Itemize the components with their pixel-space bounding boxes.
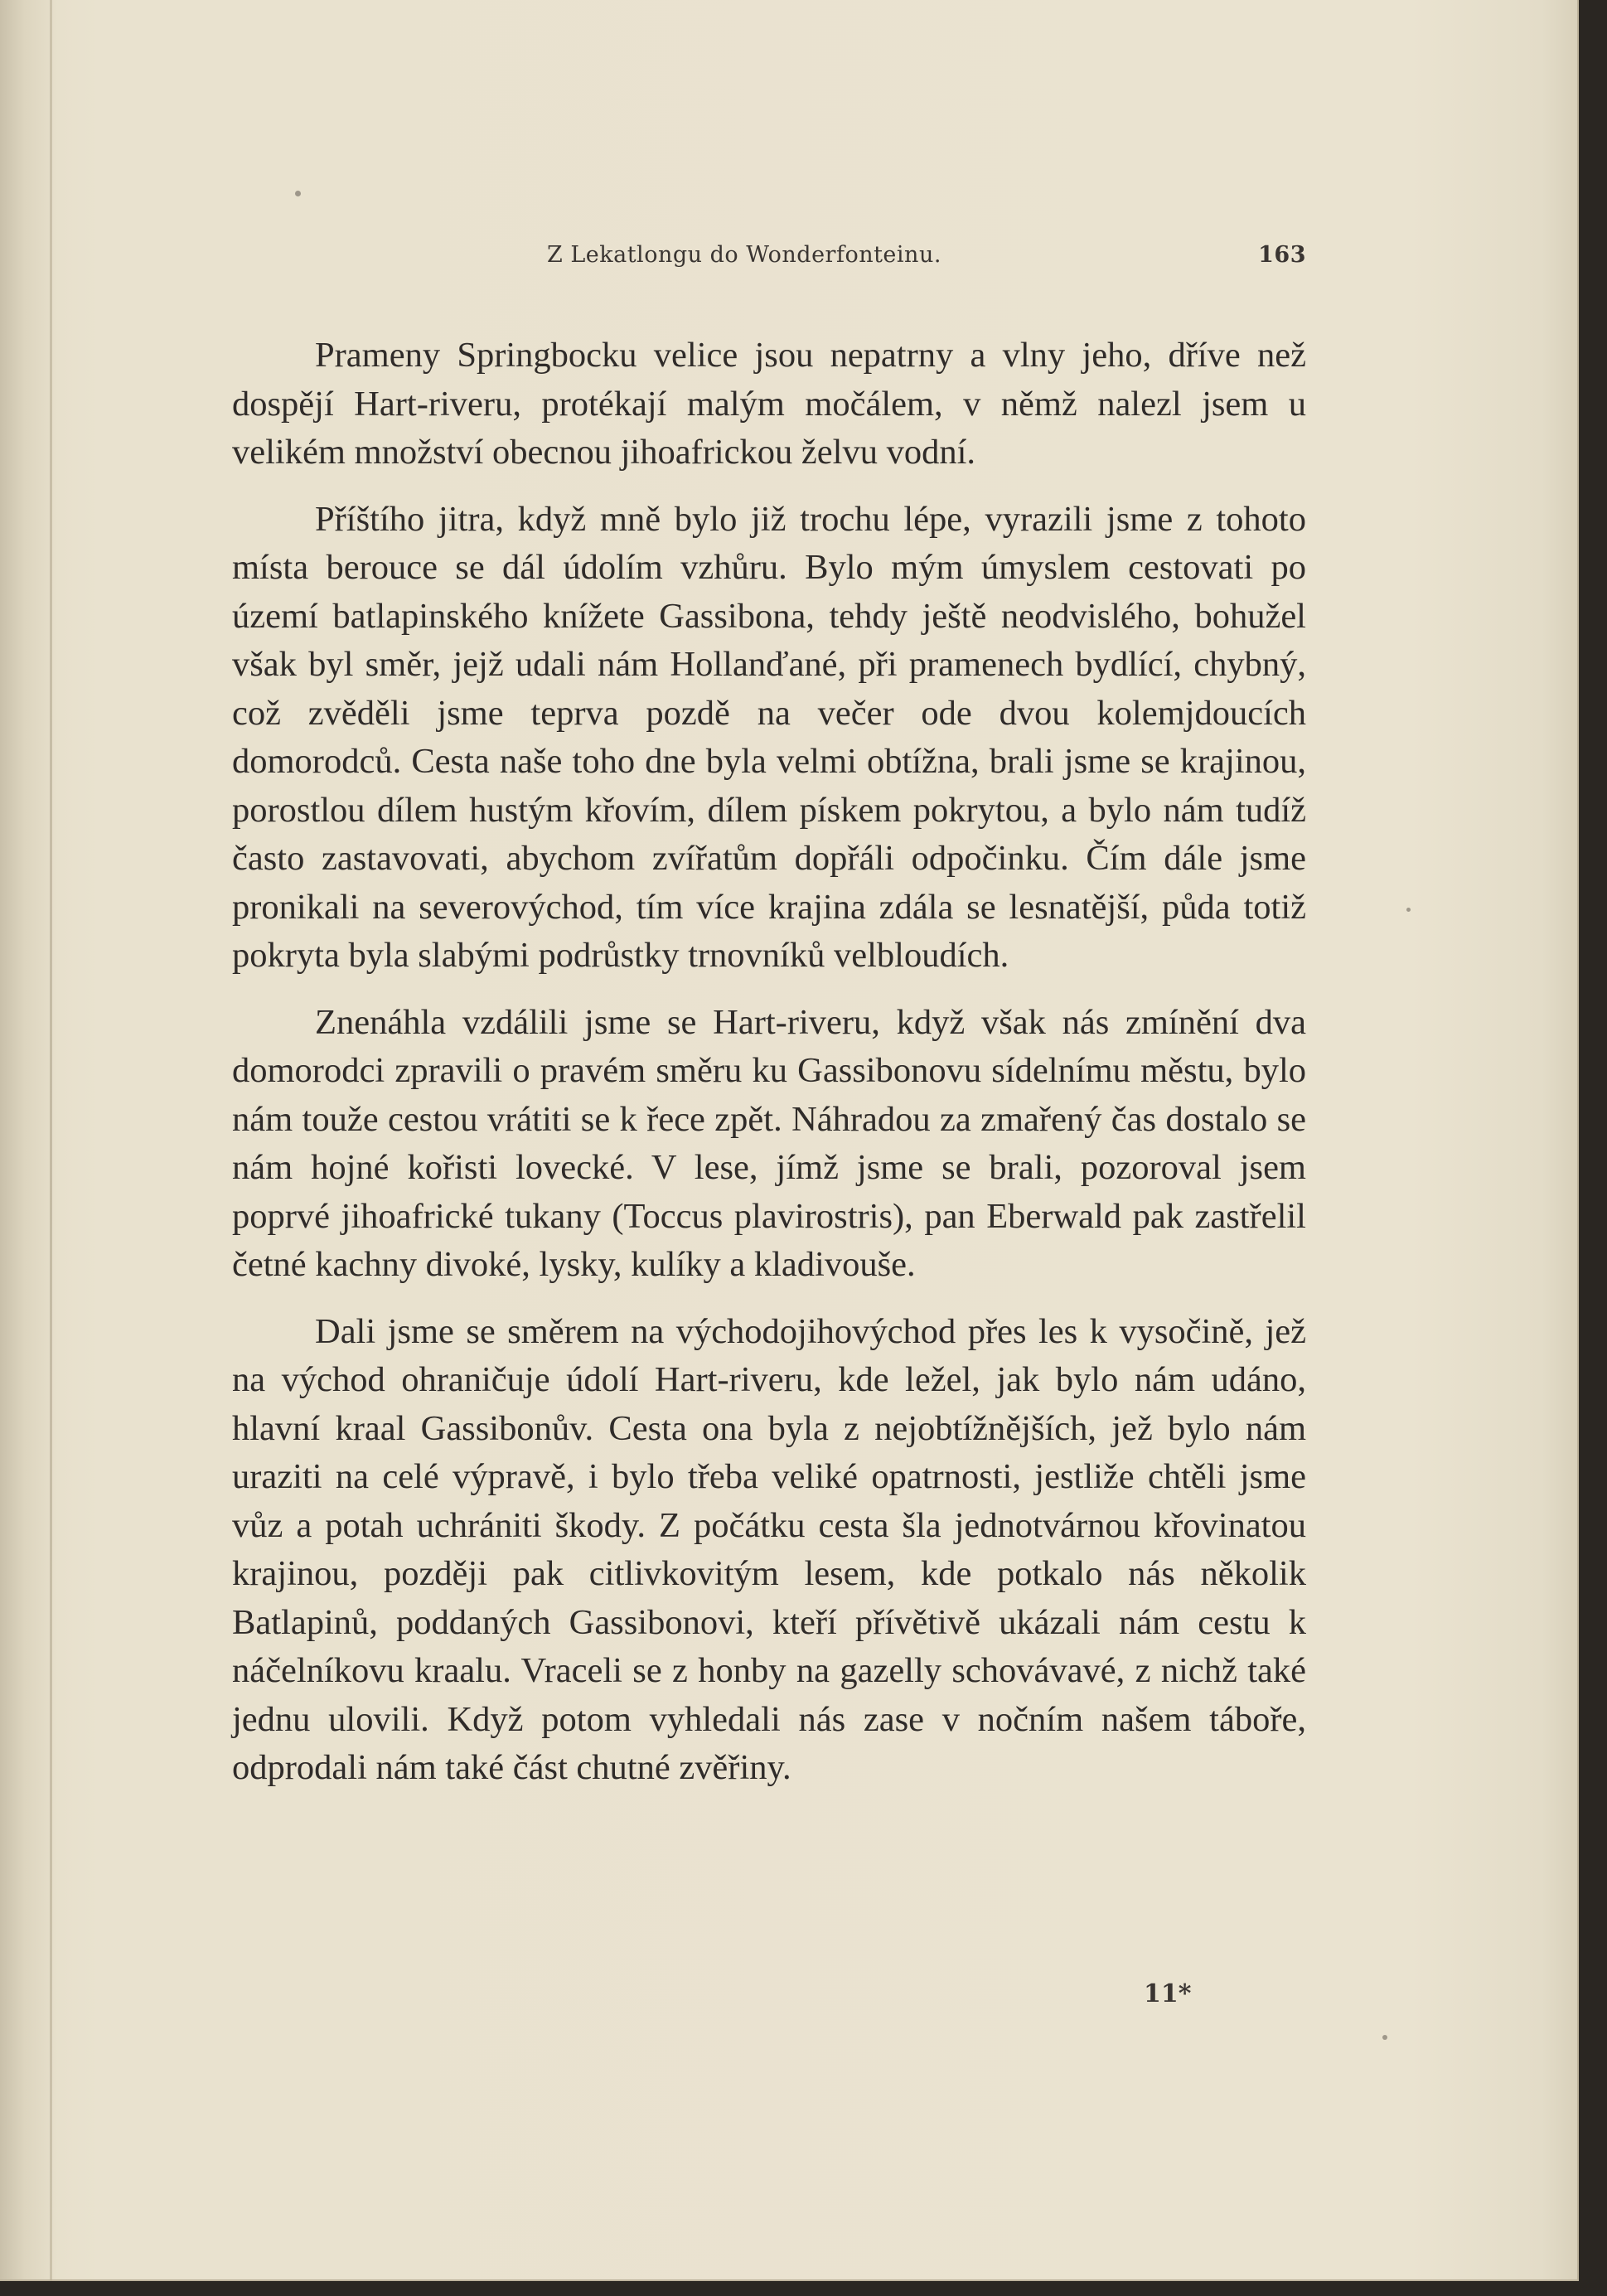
- paper-speck: [295, 191, 301, 196]
- paragraph: Dali jsme se směrem na východojihovýchod přes les k vysočině, jež na východ ohraničuje údolí Hart-riveru, kde ležel, jak bylo nám udáno, hlavní kraal Gassibonův. Cesta ona byla z nejobtížnějších, jež bylo nám uraziti na celé výpravě, i bylo třeba veliké opatrnosti, jestliže chtěli jsme vůz a potah uchrániti škody. Z počátku cesta šla jednotvárnou křovinatou krajinou, později pak citlivkovitým lesem, kde potkalo nás několik Batlapinů, poddaných Gassibonovi, kteří přívětivě ukázali nám cestu k náčelníkovu kraalu. Vraceli se z honby na gazelly schovávavé, z nichž také jednu ulovili. Když potom vyhledali nás zase v nočním našem táboře, odprodali nám také část chutné zvěřiny.: [232, 1311, 1306, 1787]
- body-text: [232, 332, 1306, 1811]
- header-title: Z Lekatlongu do Wonderfonteinu.: [547, 242, 941, 268]
- paper-speck: [1382, 2035, 1387, 2040]
- page-number: 163: [1258, 242, 1306, 268]
- paragraph: Příštího jitra, když mně bylo již trochu lépe, vyrazili jsme z tohoto místa berouce se dál údolím vzhůru. Bylo mým úmyslem cestovati po území batlapinského knížete Gassibona, tehdy ještě neodvislého, bohužel však byl směr, jejž udali nám Hollanďané, při pramenech bydlící, chybný, což zvěděli jsme teprva pozdě na večer ode dvou kolemjdoucích domorodců. Cesta naše toho dne byla velmi obtížna, brali jsme se krajinou, porostlou dílem hustým křovím, dílem pískem pokrytou, a bylo nám tudíž často zastavovati, abychom zvířatům dopřáli odpočinku. Čím dále jsme pronikali na severovýchod, tím více krajina zdála se lesnatější, půda totiž pokryta byla slabými podrůstky trnovníků velbloudích.: [232, 499, 1306, 975]
- paragraph: Znenáhla vzdálili jsme se Hart-riveru, když však nás zmínění dva domorodci zpravili o pravém směru ku Gassibonovu sídelnímu městu, bylo nám touže cestou vrátiti se k řece zpět. Náhradou za zmařený čas dostalo se nám hojné kořisti lovecké. V lese, jímž jsme se brali, pozoroval jsem poprvé jihoafrické tukany (Toccus plavirostris), pan Eberwald pak zastřelil četné kachny divoké, lysky, kulíky a kladivouše.: [232, 1002, 1306, 1284]
- running-header: [547, 242, 1306, 275]
- signature-mark: 11*: [1144, 1979, 1192, 2008]
- binding-gutter: [50, 0, 52, 2281]
- paper-speck: [1406, 908, 1411, 912]
- paragraph: Prameny Springbocku velice jsou nepatrny a vlny jeho, dříve než dospějí Hart-riveru, protékají malým močálem, v němž nalezl jsem u velikém množství obecnou jihoafrickou želvu vodní.: [232, 336, 1306, 472]
